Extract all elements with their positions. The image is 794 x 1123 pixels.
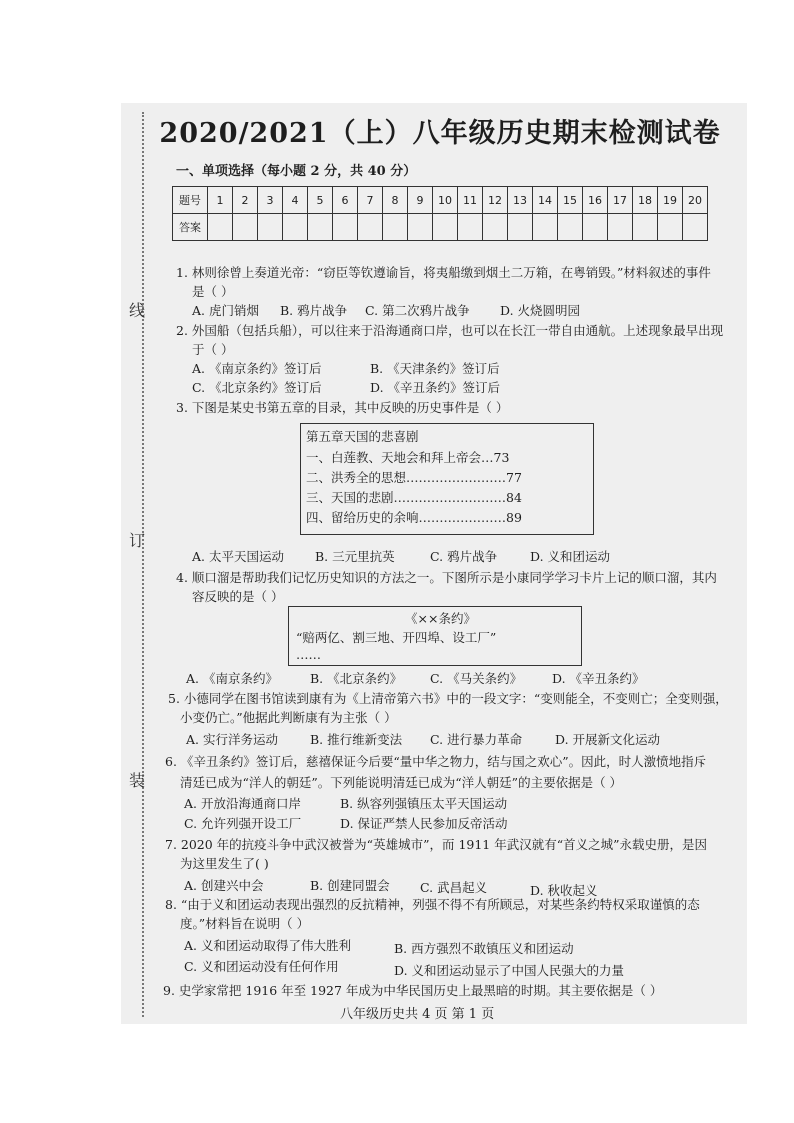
- answer-cell[interactable]: [283, 214, 308, 241]
- binding-char-xian: 线: [129, 301, 146, 320]
- number-cell: 14: [533, 187, 558, 214]
- answer-cell[interactable]: [508, 214, 533, 241]
- q3-stem: 3. 下图是某史书第五章的目录，其中反映的历史事件是（ ）: [176, 400, 509, 415]
- q9-stem: 9. 史学家常把 1916 年至 1927 年成为中华民国历史上最黑暗的时期。其主要依据是（ ）: [163, 983, 663, 998]
- answer-cell[interactable]: [433, 214, 458, 241]
- number-cell: 4: [283, 187, 308, 214]
- row-label-number: 题号: [173, 187, 208, 214]
- q8-option-b[interactable]: B. 西方强烈不敢镇压义和团运动: [394, 941, 574, 956]
- number-cell: 10: [433, 187, 458, 214]
- answer-table: [172, 186, 708, 241]
- q3-option-c[interactable]: C. 鸦片战争: [430, 549, 498, 564]
- number-cell: 15: [558, 187, 583, 214]
- q2-option-b[interactable]: B. 《天津条约》签订后: [370, 361, 500, 376]
- number-cell: 12: [483, 187, 508, 214]
- q4-option-d[interactable]: D. 《辛丑条约》: [552, 671, 645, 686]
- answer-cell[interactable]: [308, 214, 333, 241]
- q3-toc-title: 第五章天国的悲喜剧: [306, 429, 419, 444]
- binding-line: [142, 112, 144, 1017]
- q5-option-d[interactable]: D. 开展新文化运动: [555, 732, 661, 747]
- q3-toc-item: 四、留给历史的余响…………………89: [306, 510, 522, 525]
- q2-option-a[interactable]: A. 《南京条约》签订后: [192, 361, 322, 376]
- answer-table-answer-row: [173, 214, 708, 241]
- q1-option-b[interactable]: B. 鸦片战争: [280, 303, 348, 318]
- q3-option-d[interactable]: D. 义和团运动: [530, 549, 611, 564]
- page-title: 2020/2021（上）八年级历史期末检测试卷: [159, 118, 721, 149]
- q6-stem-line2: 清廷已成为“洋人的朝廷”。下列能说明清廷已成为“洋人朝廷”的主要依据是（ ）: [180, 775, 623, 790]
- number-cell: 13: [508, 187, 533, 214]
- q8-option-a[interactable]: A. 义和团运动取得了伟大胜利: [184, 938, 351, 953]
- q6-option-b[interactable]: B. 纵容列强镇压太平天国运动: [340, 796, 508, 811]
- answer-cell[interactable]: [483, 214, 508, 241]
- number-cell: 11: [458, 187, 483, 214]
- q4-card-rhyme: “赔两亿、割三地、开四埠、设工厂”: [296, 630, 497, 645]
- q5-option-c[interactable]: C. 进行暴力革命: [430, 732, 523, 747]
- number-cell: 6: [333, 187, 358, 214]
- answer-cell[interactable]: [358, 214, 383, 241]
- answer-cell[interactable]: [683, 214, 708, 241]
- answer-cell[interactable]: [208, 214, 233, 241]
- q6-stem-line1: 6. 《辛丑条约》签订后，慈禧保证今后要“量中华之物力，结与国之欢心”。因此，时人激愤地指斥: [165, 754, 707, 769]
- answer-cell[interactable]: [383, 214, 408, 241]
- q8-option-c[interactable]: C. 义和团运动没有任何作用: [184, 959, 339, 974]
- number-cell: 20: [683, 187, 708, 214]
- answer-cell[interactable]: [608, 214, 633, 241]
- q2-stem-line2: 于（ ）: [192, 342, 234, 357]
- answer-cell[interactable]: [658, 214, 683, 241]
- q4-stem-line1: 4. 顺口溜是帮助我们记忆历史知识的方法之一。下图所示是小康同学学习卡片上记的顺口溜，其内: [176, 570, 717, 585]
- q5-option-a[interactable]: A. 实行洋务运动: [186, 732, 278, 747]
- answer-cell[interactable]: [458, 214, 483, 241]
- q4-option-a[interactable]: A. 《南京条约》: [186, 671, 278, 686]
- q4-card-title: 《××条约》: [405, 611, 476, 626]
- answer-cell[interactable]: [258, 214, 283, 241]
- q4-option-c[interactable]: C. 《马关条约》: [430, 671, 523, 686]
- number-cell: 19: [658, 187, 683, 214]
- q3-toc-item: 二、洪秀全的思想……………………77: [306, 470, 522, 485]
- q1-option-a[interactable]: A. 虎门销烟: [192, 303, 259, 318]
- q2-option-d[interactable]: D. 《辛丑条约》签订后: [370, 380, 501, 395]
- q1-stem-line1: 1. 林则徐曾上奏道光帝：“窃臣等钦遵谕旨，将夷船缴到烟土二万箱，在粤销毁。”材料叙述的事件: [176, 265, 711, 280]
- q6-option-c[interactable]: C. 允许列强开设工厂: [184, 816, 302, 831]
- q7-option-a[interactable]: A. 创建兴中会: [184, 878, 264, 893]
- q4-option-b[interactable]: B. 《北京条约》: [310, 671, 403, 686]
- q1-option-c[interactable]: C. 第二次鸦片战争: [365, 303, 470, 318]
- q7-option-c[interactable]: C. 武昌起义: [420, 880, 488, 895]
- q3-option-a[interactable]: A. 太平天国运动: [192, 549, 284, 564]
- q7-stem-line2: 为这里发生了( ): [180, 856, 269, 871]
- binding-char-zhuang: 装: [129, 771, 146, 790]
- number-cell: 17: [608, 187, 633, 214]
- answer-cell[interactable]: [558, 214, 583, 241]
- number-cell: 2: [233, 187, 258, 214]
- q3-toc-item: 一、白莲教、天地会和拜上帝会…73: [306, 450, 510, 465]
- q5-stem-line2: 小变仍亡。”他据此判断康有为主张（ ）: [180, 710, 397, 725]
- number-cell: 18: [633, 187, 658, 214]
- q7-option-b[interactable]: B. 创建同盟会: [310, 878, 390, 893]
- q2-stem-line1: 2. 外国船（包括兵船），可以往来于沿海通商口岸，也可以在长江一带自由通航。上述现象最早出现: [176, 323, 724, 338]
- answer-cell[interactable]: [633, 214, 658, 241]
- q6-option-a[interactable]: A. 开放沿海通商口岸: [184, 796, 301, 811]
- q5-stem-line1: 5. 小德同学在图书馆读到康有为《上清帝第六书》中的一段文字：“变则能全，不变则亡；全变则强，: [168, 691, 728, 706]
- answer-cell[interactable]: [233, 214, 258, 241]
- number-cell: 5: [308, 187, 333, 214]
- number-cell: 16: [583, 187, 608, 214]
- number-cell: 9: [408, 187, 433, 214]
- q1-option-d[interactable]: D. 火烧圆明园: [500, 303, 581, 318]
- q7-option-d[interactable]: D. 秋收起义: [530, 883, 598, 898]
- answer-cell[interactable]: [408, 214, 433, 241]
- answer-table-number-row: [173, 187, 708, 214]
- q6-option-d[interactable]: D. 保证严禁人民参加反帝活动: [340, 816, 508, 831]
- answer-cell[interactable]: [583, 214, 608, 241]
- q1-stem-line2: 是（ ）: [192, 284, 234, 299]
- number-cell: 8: [383, 187, 408, 214]
- number-cell: 7: [358, 187, 383, 214]
- q4-card-ellipsis: ……: [296, 647, 321, 662]
- section-heading: 一、单项选择（每小题 2 分，共 40 分）: [176, 164, 417, 179]
- q3-option-b[interactable]: B. 三元里抗英: [315, 549, 395, 564]
- q8-option-d[interactable]: D. 义和团运动显示了中国人民强大的力量: [394, 963, 625, 978]
- number-cell: 3: [258, 187, 283, 214]
- q2-option-c[interactable]: C. 《北京条约》签订后: [192, 380, 322, 395]
- answer-cell[interactable]: [533, 214, 558, 241]
- q5-option-b[interactable]: B. 推行维新变法: [310, 732, 403, 747]
- q3-toc-item: 三、天国的悲剧………………………84: [306, 490, 522, 505]
- q4-stem-line2: 容反映的是（ ）: [192, 589, 284, 604]
- answer-cell[interactable]: [333, 214, 358, 241]
- q8-stem-line2: 度。”材料旨在说明（ ）: [180, 916, 310, 931]
- row-label-answer: 答案: [173, 214, 208, 241]
- q8-stem-line1: 8. “由于义和团运动表现出强烈的反抗精神，列强不得不有所顾忌，对某些条约特权采取谨慎的态: [165, 897, 700, 912]
- binding-char-ding: 订: [129, 531, 146, 550]
- page-footer: 八年级历史共 4 页 第 1 页: [340, 1007, 495, 1022]
- number-cell: 1: [208, 187, 233, 214]
- q7-stem-line1: 7. 2020 年的抗疫斗争中武汉被誉为“英雄城市”，而 1911 年武汉就有“首义之城”永载史册，是因: [165, 837, 708, 852]
